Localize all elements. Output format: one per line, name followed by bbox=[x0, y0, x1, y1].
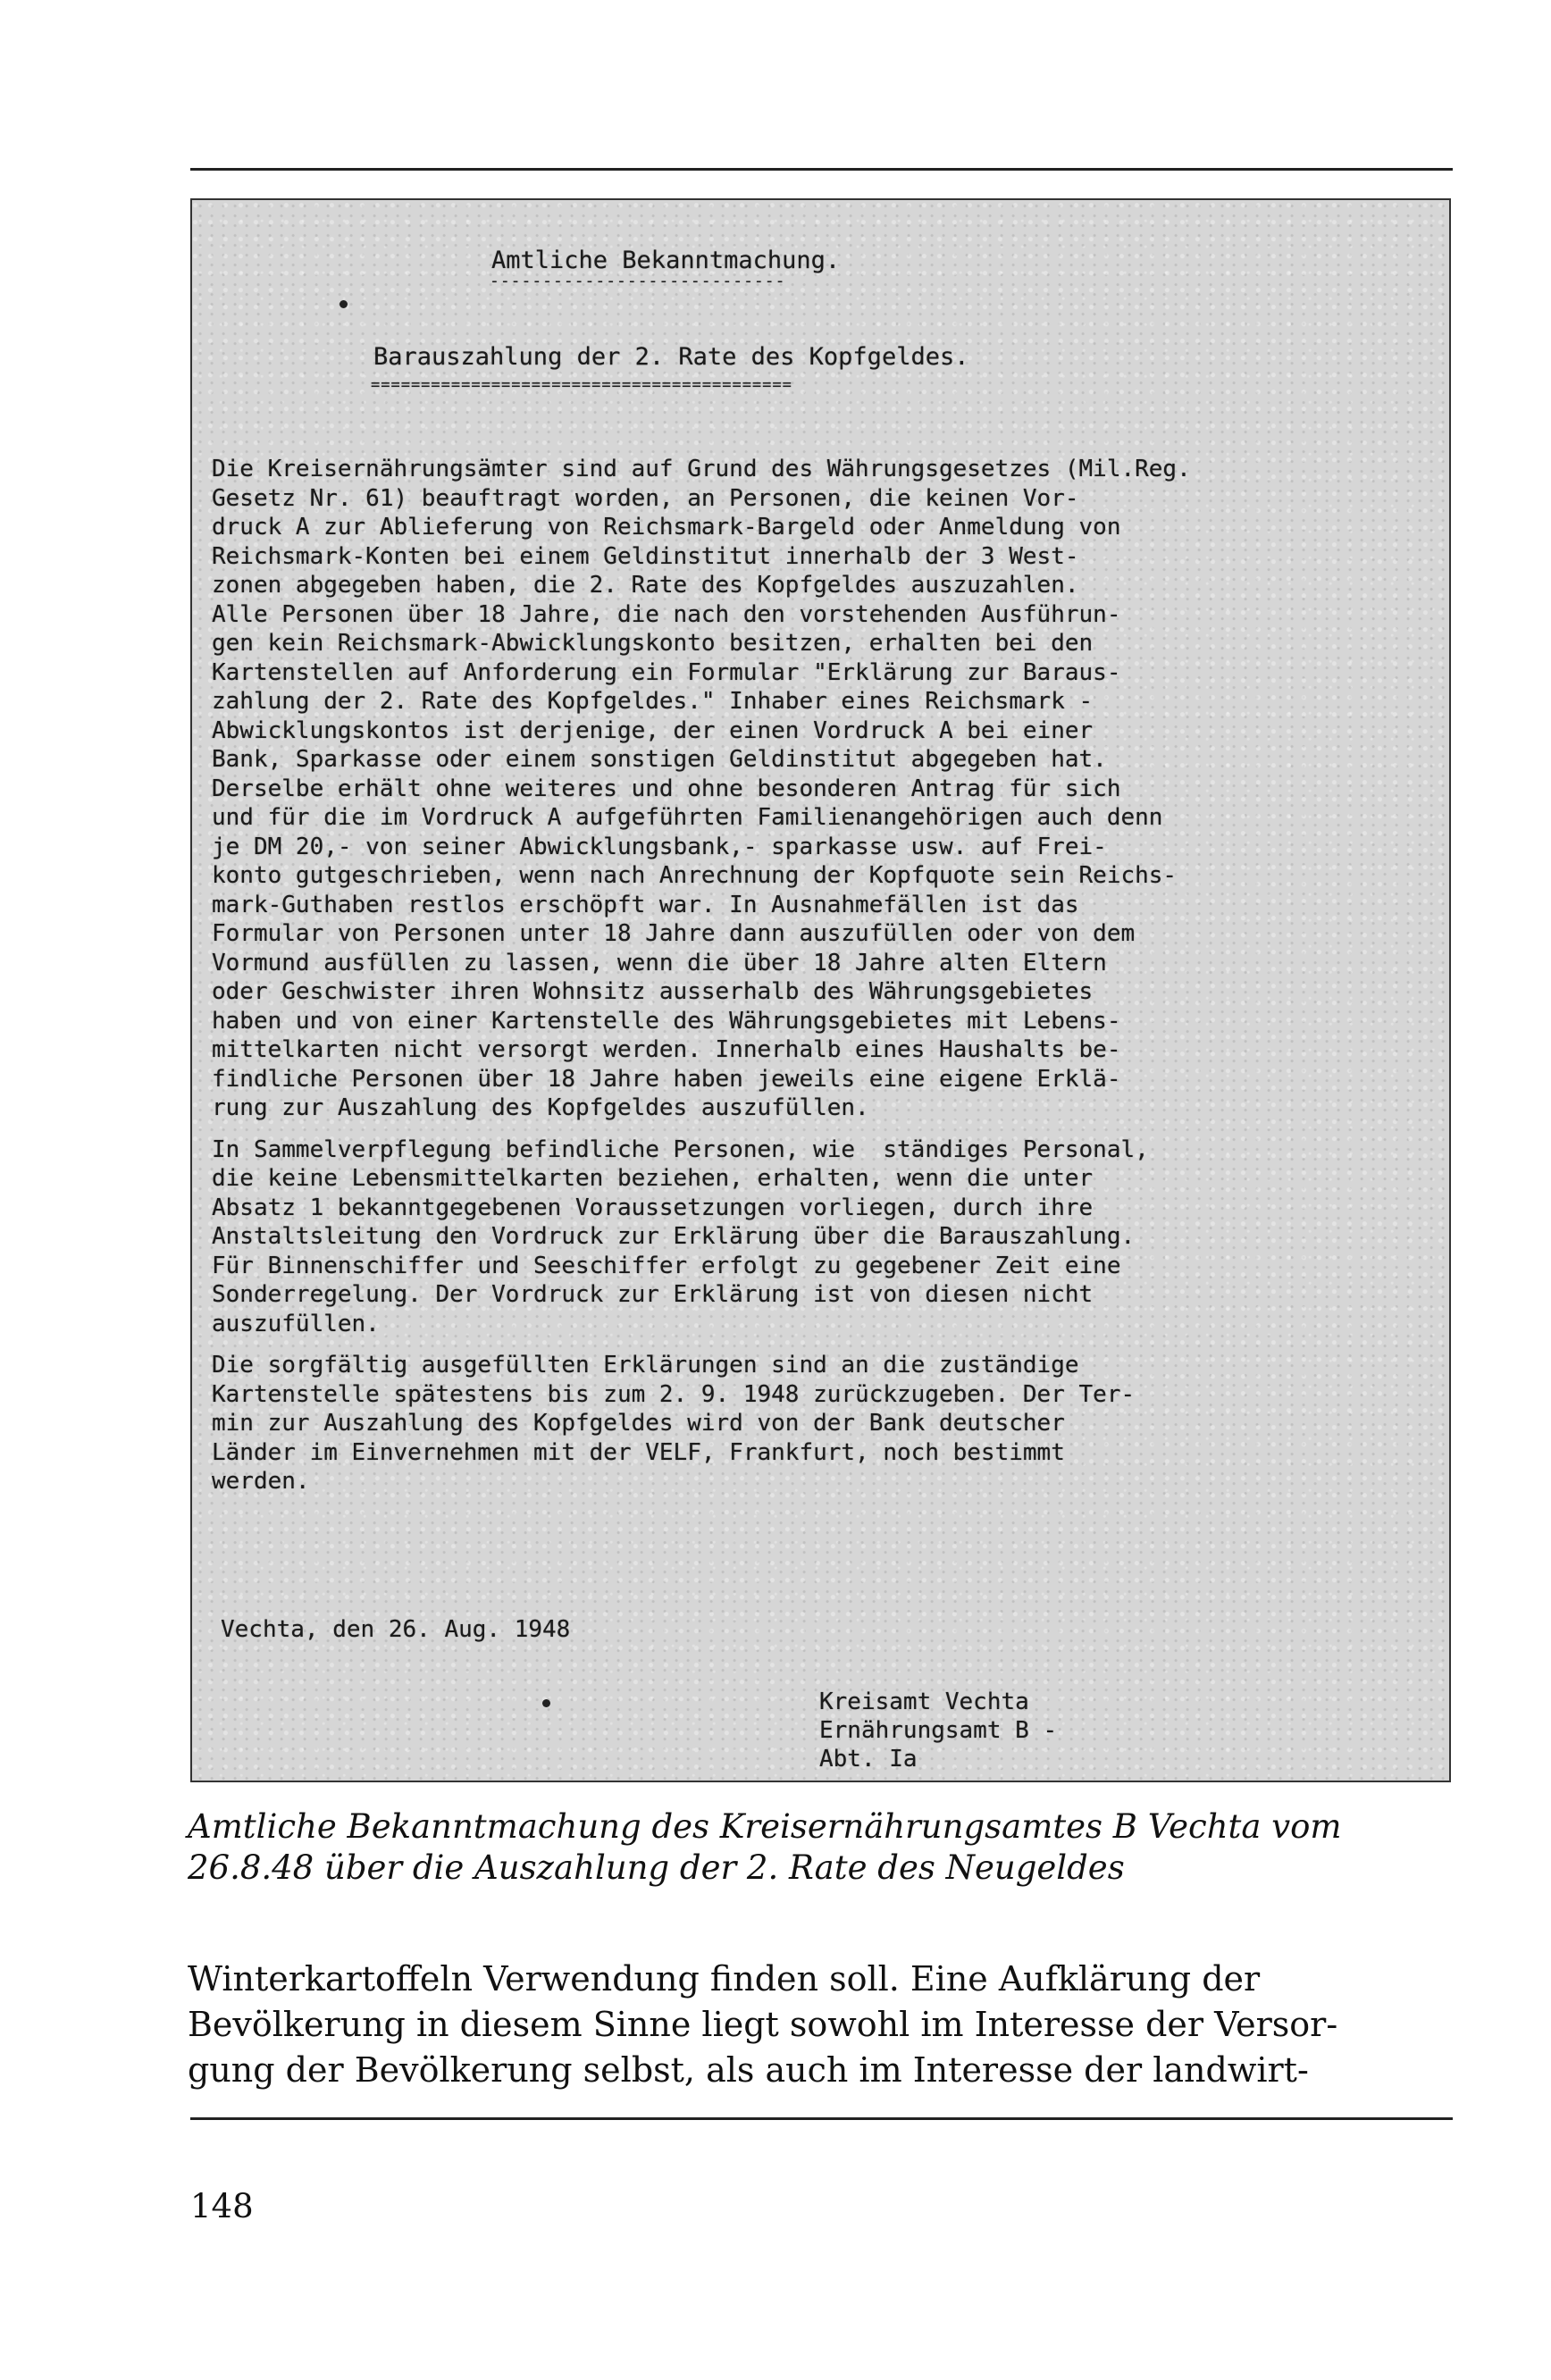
scan-dot bbox=[542, 1699, 550, 1707]
notice-paragraph bbox=[212, 1136, 1436, 1339]
heading-rule: ---------------------------- bbox=[490, 272, 786, 290]
notice-line: Kartenstelle spätestens bis zum 2. 9. 1948 zurückzugeben. Der Ter- bbox=[212, 1380, 1136, 1408]
scan-dot bbox=[340, 300, 348, 308]
signature-block bbox=[819, 1688, 1057, 1773]
body-text bbox=[188, 1957, 1456, 2093]
notice-line: Länder im Einvernehmen mit der VELF, Frankfurt, noch bestimmt bbox=[212, 1438, 1065, 1466]
notice-line: Alle Personen über 18 Jahre, die nach den vorstehenden Ausführun- bbox=[212, 600, 1121, 628]
notice-line: je DM 20,- von seiner Abwicklungsbank,- sparkasse usw. auf Frei- bbox=[212, 833, 1107, 860]
notice-line: Abwicklungskontos ist derjenige, der einen Vordruck A bei einer bbox=[212, 717, 1094, 744]
notice-line: druck A zur Ablieferung von Reichsmark-Bargeld oder Anmeldung von bbox=[212, 514, 1121, 541]
signature-line: Abt. Ia bbox=[819, 1746, 918, 1772]
notice-line: mark-Guthaben restlos erschöpft war. In Ausnahmefällen ist das bbox=[212, 891, 1079, 918]
notice-line: und für die im Vordruck A aufgeführten Familienangehörigen auch denn bbox=[212, 804, 1163, 831]
notice-line: rung zur Auszahlung des Kopfgeldes auszufüllen. bbox=[212, 1094, 869, 1121]
place-date: Vechta, den 26. Aug. 1948 bbox=[221, 1616, 571, 1643]
notice-line: findliche Personen über 18 Jahre haben jeweils eine eigene Erklä- bbox=[212, 1065, 1121, 1093]
notice-line: Für Binnenschiffer und Seeschiffer erfolgt zu gegebener Zeit eine bbox=[212, 1252, 1121, 1279]
notice-line: Derselbe erhält ohne weiteres und ohne besonderen Antrag für sich bbox=[212, 775, 1121, 802]
notice-line: oder Geschwister ihren Wohnsitz ausserhalb des Währungsgebietes bbox=[212, 978, 1094, 1005]
page-number: 148 bbox=[190, 2187, 254, 2225]
notice-line: konto gutgeschrieben, wenn nach Anrechnung der Kopfquote sein Reichs- bbox=[212, 862, 1178, 889]
notice-line: zonen abgegeben haben, die 2. Rate des Kopfgeldes auszuzahlen. bbox=[212, 572, 1079, 599]
notice-line: Gesetz Nr. 61) beauftragt worden, an Personen, die keinen Vor- bbox=[212, 484, 1079, 512]
notice-line: Kartenstellen auf Anforderung ein Formular "Erklärung zur Baraus- bbox=[212, 658, 1121, 686]
scanned-notice bbox=[190, 198, 1451, 1782]
notice-line: werden. bbox=[212, 1468, 310, 1495]
body-line: gung der Bevölkerung selbst, als auch im Interesse der landwirt- bbox=[188, 2050, 1309, 2090]
subheading-rule: ========================================== bbox=[371, 376, 792, 394]
notice-paragraph bbox=[212, 1351, 1436, 1496]
signature-line: Kreisamt Vechta bbox=[819, 1689, 1029, 1715]
figure-caption bbox=[188, 1806, 1456, 1889]
notice-line: Bank, Sparkasse oder einem sonstigen Geldinstitut abgegeben hat. bbox=[212, 746, 1107, 773]
notice-line: mittelkarten nicht versorgt werden. Innerhalb eines Haushalts be- bbox=[212, 1036, 1121, 1063]
notice-line: Die Kreisernährungsämter sind auf Grund des Währungsgesetzes (Mil.Reg. bbox=[212, 456, 1191, 482]
notice-line: zahlung der 2. Rate des Kopfgeldes." Inhaber eines Reichsmark - bbox=[212, 688, 1094, 715]
notice-line: Vormund ausfüllen zu lassen, wenn die über 18 Jahre alten Eltern bbox=[212, 949, 1107, 976]
notice-line: Anstaltsleitung den Vordruck zur Erklärung über die Barauszahlung. bbox=[212, 1223, 1136, 1250]
notice-line: Formular von Personen unter 18 Jahre dann auszufüllen oder von dem bbox=[212, 920, 1136, 947]
top-rule bbox=[190, 168, 1453, 171]
notice-subheading: Barauszahlung der 2. Rate des Kopfgeldes. bbox=[373, 343, 969, 371]
notice-line: Reichsmark-Konten bei einem Geldinstitut innerhalb der 3 West- bbox=[212, 542, 1079, 570]
notice-line: In Sammelverpflegung befindliche Personen, wie ständiges Personal, bbox=[212, 1136, 1149, 1163]
notice-line: haben und von einer Kartenstelle des Währungsgebietes mit Lebens- bbox=[212, 1007, 1121, 1035]
notice-line: die keine Lebensmittelkarten beziehen, erhalten, wenn die unter bbox=[212, 1165, 1094, 1192]
notice-line: Absatz 1 bekanntgegebenen Voraussetzungen vorliegen, durch ihre bbox=[212, 1194, 1094, 1221]
body-line: Winterkartoffeln Verwendung finden soll. Eine Aufklärung der bbox=[188, 1959, 1261, 1999]
notice-body bbox=[212, 455, 1436, 1509]
notice-line: Die sorgfältig ausgefüllten Erklärungen sind an die zuständige bbox=[212, 1352, 1079, 1379]
body-line: Bevölkerung in diesem Sinne liegt sowohl im Interesse der Versor- bbox=[188, 2005, 1338, 2044]
notice-line: auszufüllen. bbox=[212, 1310, 380, 1337]
caption-line: Amtliche Bekanntmachung des Kreisernährungsamtes B Vechta vom bbox=[188, 1807, 1342, 1846]
notice-heading: Amtliche Bekanntmachung. bbox=[491, 247, 841, 274]
caption-line: 26.8.48 über die Auszahlung der 2. Rate des Neugeldes bbox=[188, 1848, 1125, 1887]
bottom-rule bbox=[190, 2117, 1453, 2120]
notice-line: Sonderregelung. Der Vordruck zur Erklärung ist von diesen nicht bbox=[212, 1281, 1094, 1308]
signature-line: Ernährungsamt B - bbox=[819, 1717, 1058, 1744]
notice-line: min zur Auszahlung des Kopfgeldes wird von der Bank deutscher bbox=[212, 1410, 1065, 1437]
notice-line: gen kein Reichsmark-Abwicklungskonto besitzen, erhalten bei den bbox=[212, 630, 1094, 657]
notice-paragraph bbox=[212, 455, 1436, 1123]
